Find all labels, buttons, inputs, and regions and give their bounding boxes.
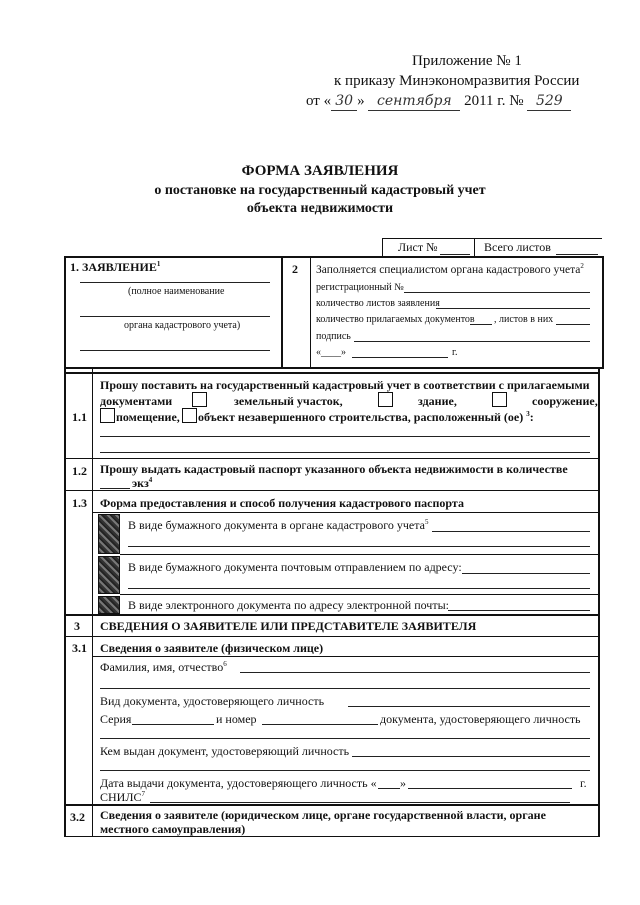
room-checkbox[interactable] [100,408,115,423]
order-year: 2011 г. № [464,93,524,109]
order-number: 529 [527,92,571,111]
docs-sheets-label: , листов в них [494,314,554,325]
s12-line1: Прошу выдать кадастровый паспорт указанного объекта недвижимости в количестве [100,462,568,476]
date-prefix: от « [306,93,332,109]
building-label: здание, [418,394,457,408]
s13-title: Форма предоставления и способ получения кадастрового паспорта [100,496,464,510]
s11-address-line-1[interactable] [100,436,590,437]
issue-date-label: Дата выдачи документа, удостоверяющего личность « [100,776,377,790]
order-date-line [306,92,571,111]
signature-label: подпись [316,331,351,342]
doc-tail-label: документа, удостоверяющего личность [380,712,581,726]
sheets-count-label: количество листов заявления [316,298,440,309]
section2-number: 2 [292,262,298,276]
unfinished-label: объект незавершенного строительства, расположенный (ое) $^3$: [198,410,534,424]
appendix-number: Приложение № 1 [412,53,522,69]
s32-line2: местного самоуправления) [100,822,246,836]
opt3-label: В виде электронного документа по адресу электронной почты: [128,598,449,612]
form-title: ФОРМА ЗАЯВЛЕНИЯ [241,163,399,179]
form-subtitle-1: о постановке на государственный кадастровый учет [154,183,486,198]
series-label: Серия [100,712,132,726]
issued-by-label: Кем выдан документ, удостоверяющий личность [100,744,350,758]
s3-number: 3 [74,619,80,633]
issue-day-field[interactable] [378,788,400,789]
land-label: земельный участок, [234,394,343,408]
doc-kind-label: Вид документа, удостоверяющего личность [100,694,325,708]
fio-field[interactable] [240,672,590,673]
sheet-number-label: Лист № [398,240,438,254]
date-mid: » [357,93,365,109]
date-label: «____» [316,347,346,358]
date-year-label: г. [452,347,458,358]
s13-number: 1.3 [72,496,87,510]
sheet-total-label: Всего листов [484,240,551,254]
issue-date-close: » [400,776,406,790]
section1-label: 1. ЗАЯВЛЕНИЕ$^1$ [70,260,161,274]
order-day: 30 [331,92,357,111]
s11-address-line-2[interactable] [100,452,590,453]
issue-year-label: г. [580,776,587,790]
series-field[interactable] [132,724,214,725]
order-month: сентября [368,92,460,111]
unfinished-checkbox[interactable] [182,408,197,423]
room-label: помещение, [116,410,180,424]
docs-count-label: количество прилагаемых документов [316,314,475,325]
s11-docs: документами [100,394,173,408]
s32-line1: Сведения о заявителе (юридическом лице, органе государственной власти, органе [100,808,546,822]
s12-line2: экз$^4$ [132,476,153,490]
land-checkbox[interactable] [192,392,207,407]
opt1-label: В виде бумажного документа в органе кадастрового учета$^5$ [128,518,429,532]
s11-line1: Прошу поставить на государственный кадастровый учет в соответствии с прилагаемыми [100,378,590,392]
s3-title: СВЕДЕНИЯ О ЗАЯВИТЕЛЕ ИЛИ ПРЕДСТАВИТЕЛЕ ЗАЯВИТЕЛЯ [100,619,477,633]
section1-hint-1: (полное наименование [128,286,225,297]
opt2-label: В виде бумажного документа почтовым отправлением по адресу: [128,560,462,574]
snils-label: СНИЛС$^7$ [100,790,145,804]
doc-kind-field[interactable] [348,706,590,707]
s12-number: 1.2 [72,464,87,478]
structure-label: сооружение, [532,394,598,408]
issue-month-field[interactable] [408,788,572,789]
section1-hint-2: органа кадастрового учета) [124,320,241,331]
opt2-checkbox[interactable] [98,556,120,594]
form-subtitle-2: объекта недвижимости [246,201,394,216]
s31-number: 3.1 [72,641,87,655]
opt3-checkbox[interactable] [98,596,120,614]
structure-checkbox[interactable] [492,392,507,407]
doc-number-field[interactable] [262,724,378,725]
and-number-label: и номер [216,712,257,726]
order-ref: к приказу Минэкономразвития России [334,73,580,89]
s11-number: 1.1 [72,410,87,424]
copies-field[interactable] [100,488,130,489]
opt1-checkbox[interactable] [98,514,120,554]
section2-title: Заполняется специалистом органа кадастрового учета$^2$ [316,262,584,276]
issued-by-field[interactable] [352,756,590,757]
s32-number: 3.2 [70,810,85,824]
reg-number-label: регистрационный № [316,282,404,293]
building-checkbox[interactable] [378,392,393,407]
snils-field[interactable] [150,802,570,803]
s31-title: Сведения о заявителе (физическом лице) [100,641,324,655]
fio-label: Фамилия, имя, отчество$^6$ [100,660,227,674]
